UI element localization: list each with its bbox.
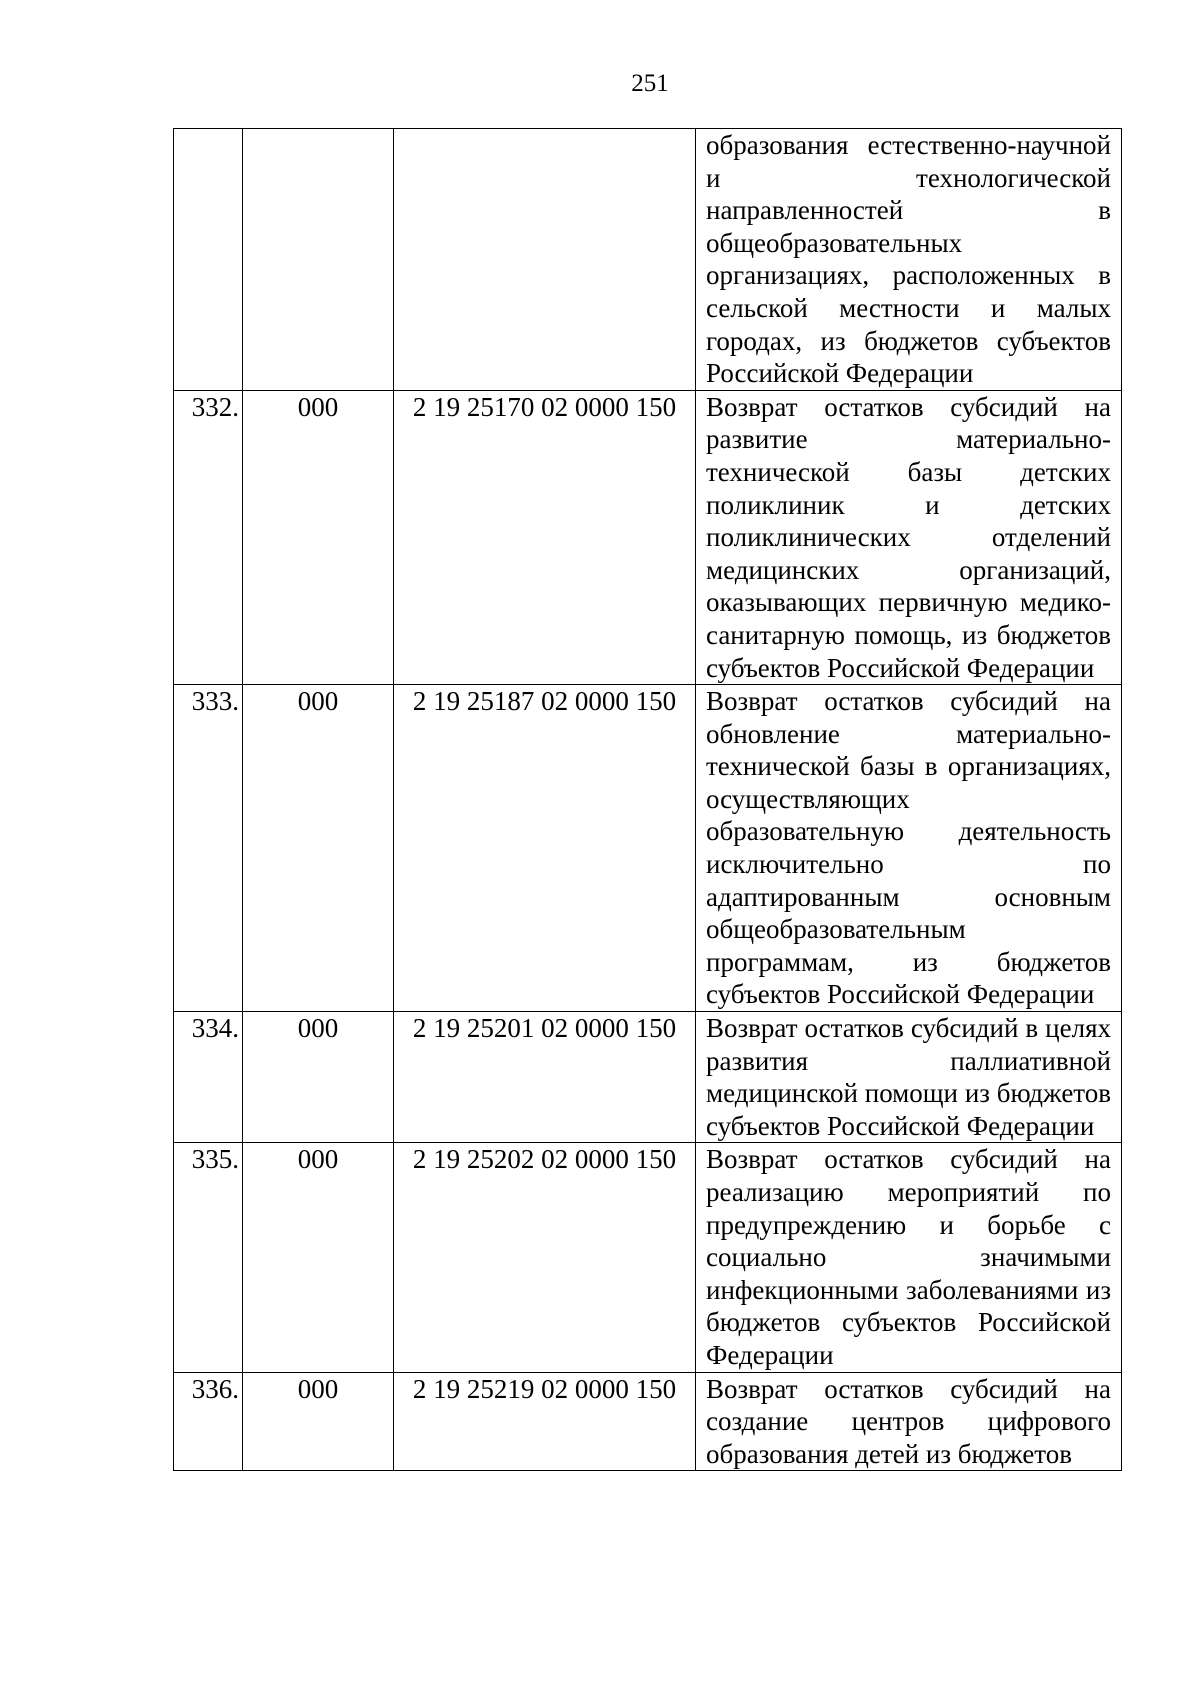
admin-code-cell: 000 <box>243 685 394 1012</box>
budget-code-cell: 2 19 25170 02 0000 150 <box>394 390 696 684</box>
description-cell: Возврат остатков субсидий в целях развития паллиативной медицинской помощи из бюджетов субъектов Российской Федерации <box>696 1012 1122 1143</box>
row-number-cell <box>174 129 243 391</box>
page-number: 251 <box>631 70 669 97</box>
description-cell: Возврат остатков субсидий на реализацию мероприятий по предупреждению и борьбе с социально значимыми инфекционными заболеваниями из бюджетов субъектов Российской Федерации <box>696 1143 1122 1372</box>
admin-code-cell: 000 <box>243 390 394 684</box>
budget-code-cell <box>394 129 696 391</box>
row-number-cell: 333. <box>174 685 243 1012</box>
table-row <box>174 685 1122 1012</box>
budget-code-cell: 2 19 25187 02 0000 150 <box>394 685 696 1012</box>
table-row <box>174 390 1122 684</box>
admin-code-cell: 000 <box>243 1012 394 1143</box>
budget-codes-table <box>173 128 1122 1471</box>
admin-code-cell: 000 <box>243 1372 394 1471</box>
description-cell: образования естественно-научной и технологической направленностей в общеобразовательных организациях, расположенных в сельской местности и малых городах, из бюджетов субъектов Российской Федерации <box>696 129 1122 391</box>
row-number-cell: 334. <box>174 1012 243 1143</box>
admin-code-cell <box>243 129 394 391</box>
row-number-cell: 336. <box>174 1372 243 1471</box>
row-number-cell: 335. <box>174 1143 243 1372</box>
description-cell: Возврат остатков субсидий на развитие материально-технической базы детских поликлиник и детских поликлинических отделений медицинских организаций, оказывающих первичную медико-санитарную помощь, из бюджетов субъектов Российской Федерации <box>696 390 1122 684</box>
table-row <box>174 1012 1122 1143</box>
budget-code-cell: 2 19 25219 02 0000 150 <box>394 1372 696 1471</box>
table-row <box>174 129 1122 391</box>
admin-code-cell: 000 <box>243 1143 394 1372</box>
row-number-cell: 332. <box>174 390 243 684</box>
budget-code-cell: 2 19 25201 02 0000 150 <box>394 1012 696 1143</box>
description-cell: Возврат остатков субсидий на создание центров цифрового образования детей из бюджетов <box>696 1372 1122 1471</box>
table-row <box>174 1143 1122 1372</box>
description-cell: Возврат остатков субсидий на обновление материально-технической базы в организациях, осуществляющих образовательную деятельность исключительно по адаптированным основным общеобразовательным программам, из бюджетов субъектов Российской Федерации <box>696 685 1122 1012</box>
table-row <box>174 1372 1122 1471</box>
budget-code-cell: 2 19 25202 02 0000 150 <box>394 1143 696 1372</box>
